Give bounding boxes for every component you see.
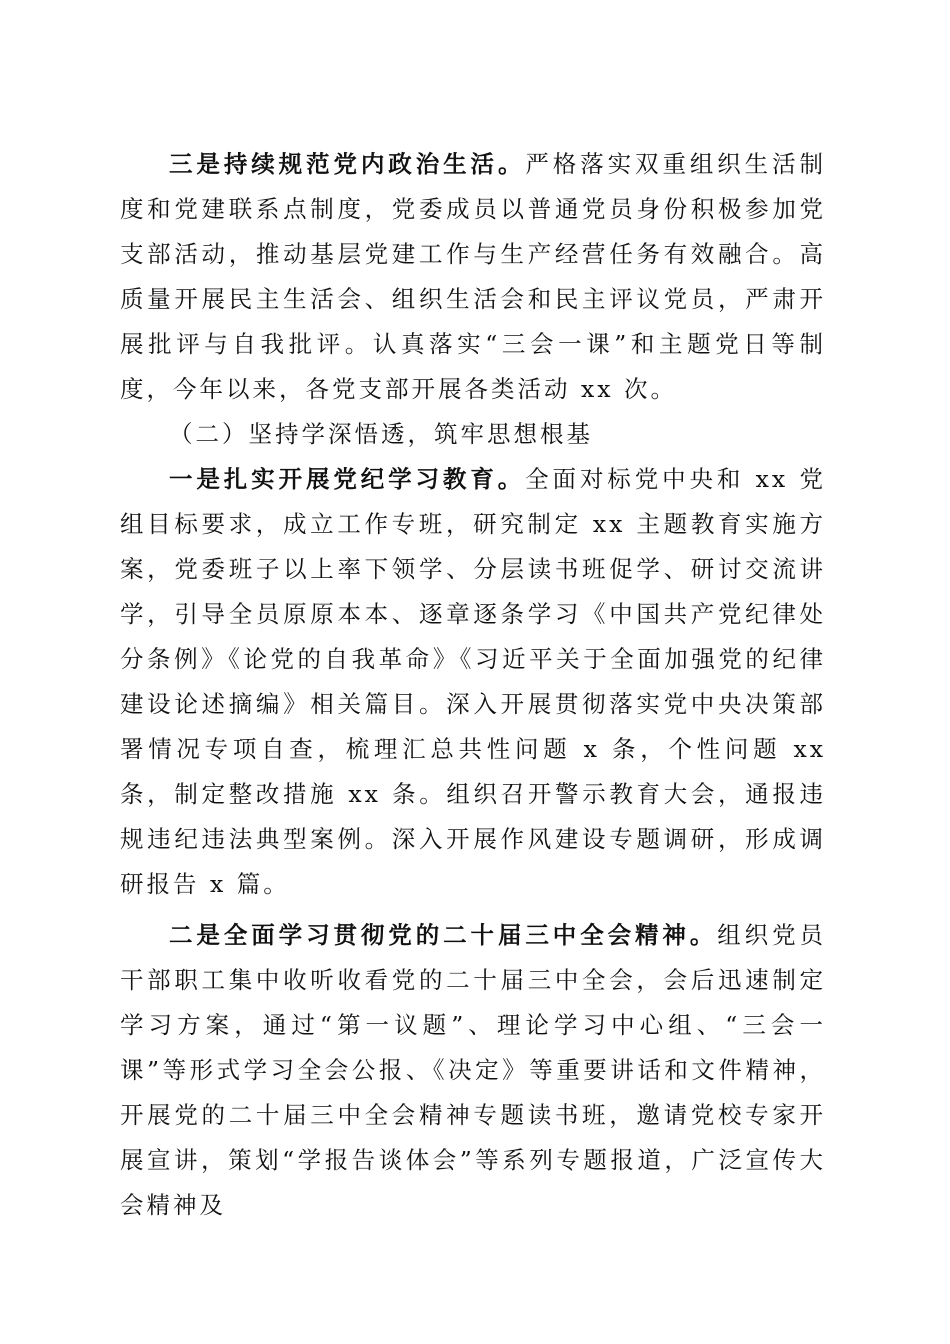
paragraph-body: 全面对标党中央和 xx 党组目标要求，成立工作专班，研究制定 xx 主题教育实施方案，党委班子以上率下领学、分层读书班促学、研讨交流讲学，引导全员原原本本、逐章逐条学习《中国共产党纪律处分条例》《论党的自我革命》《习近平关于全面加强党的纪律建设论述摘编》相关篇目。深入开展贯彻落实党中央决策部署情况专项自查，梳理汇总共性问题 x 条，个性问题 xx 条，制定整改措施 xx 条。组织召开警示教育大会，通报违规违纪违法典型案例。深入开展作风建设专题调研，形成调研报告 x 篇。 xyxy=(120,465,827,898)
paragraph-political-life xyxy=(120,142,826,412)
paragraph-plenary-session xyxy=(120,913,826,1228)
paragraph-lead: 二是全面学习贯彻党的二十届三中全会精神。 xyxy=(169,921,718,949)
paragraph-body: 严格落实双重组织生活制度和党建联系点制度，党委成员以普通党员身份积极参加党支部活动，推动基层党建工作与生产经营任务有效融合。高质量开展民主生活会、组织生活会和民主评议党员，严肃开展批评与自我批评。认真落实“三会一课”和主题党日等制度，今年以来，各党支部开展各类活动 xx 次。 xyxy=(120,150,827,403)
paragraph-lead: 一是扎实开展党纪学习教育。 xyxy=(169,465,526,493)
section-heading: （二）坚持学深悟透，筑牢思想根基 xyxy=(169,420,593,448)
paragraph-discipline-education xyxy=(120,457,826,907)
paragraph-body: 组织党员干部职工集中收听收看党的二十届三中全会，会后迅速制定学习方案，通过“第一议题”、理论学习中心组、“三会一课”等形式学习全会公报、《决定》等重要讲话和文件精神，开展党的二十届三中全会精神专题读书班，邀请党校专家开展宣讲，策划“学报告谈体会”等系列专题报道，广泛宣传大会精神及 xyxy=(120,921,827,1219)
paragraph-lead: 三是持续规范党内政治生活。 xyxy=(169,150,526,178)
